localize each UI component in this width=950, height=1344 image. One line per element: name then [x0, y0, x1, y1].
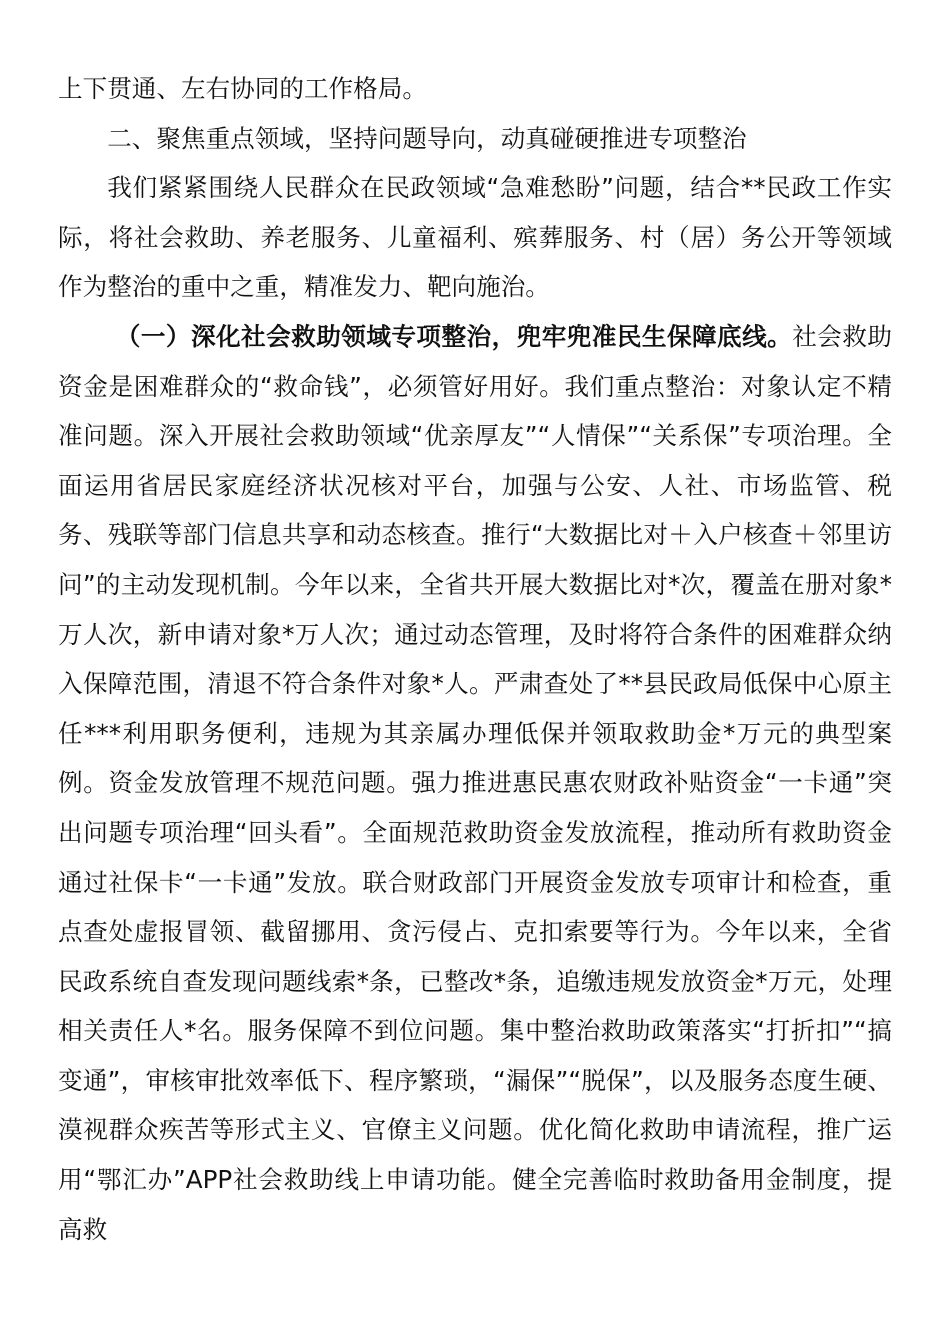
- paragraph-social-assistance: [58, 312, 892, 1254]
- section-heading: 二、聚焦重点领域，坚持问题导向，动真碰硬推进专项整治: [107, 123, 747, 153]
- subsection-heading: （一）深化社会救助领域专项整治，兜牢兜准民生保障底线。: [115, 321, 793, 351]
- paragraph-body: 社会救助资金是困难群众的“救命钱”，必须管好用好。我们重点整治：对象认定不精准问题。深入开展社会救助领域“优亲厚友”“人情保”“关系保”专项治理。全面运用省居民家庭经济状况核对平台，加强与公安、人社、市场监管、税务、残联等部门信息共享和动态核查。推行“大数据比对＋入户核查＋邻里访问”的主动发现机制。今年以来，全省共开展大数据比对*次，覆盖在册对象*万人次，新申请对象*万人次；通过动态管理，及时将符合条件的困难群众纳入保障范围，清退不符合条件对象*人。严肃查处了**县民政局低保中心原主任***利用职务便利，违规为其亲属办理低保并领取救助金*万元的典型案例。资金发放管理不规范问题。强力推进惠民惠农财政补贴资金“一卡通”突出问题专项治理“回头看”。全面规范救助资金发放流程，推动所有救助资金通过社保卡“一卡通”发放。联合财政部门开展资金发放专项审计和检查，重点查处虚报冒领、截留挪用、贪污侵占、克扣索要等行为。今年以来，全省民政系统自查发现问题线索*条，已整改*条，追缴违规发放资金*万元，处理相关责任人*名。服务保障不到位问题。集中整治救助政策落实“打折扣”“搞变通”，审核审批效率低下、程序繁琐，“漏保”“脱保”，以及服务态度生硬、漠视群众疾苦等形式主义、官僚主义问题。优化简化救助申请流程，推广运用“鄂汇办”APP社会救助线上申请功能。健全完善临时救助备用金制度，提高救: [58, 321, 892, 1244]
- document-page: [58, 64, 892, 1254]
- paragraph-continuation: 上下贯通、左右协同的工作格局。: [58, 74, 427, 103]
- paragraph-intro: 我们紧紧围绕人民群众在民政领域“急难愁盼”问题，结合**民政工作实际，将社会救助、养老服务、儿童福利、殡葬服务、村（居）务公开等领域作为整治的重中之重，精准发力、靶向施治。: [58, 173, 892, 302]
